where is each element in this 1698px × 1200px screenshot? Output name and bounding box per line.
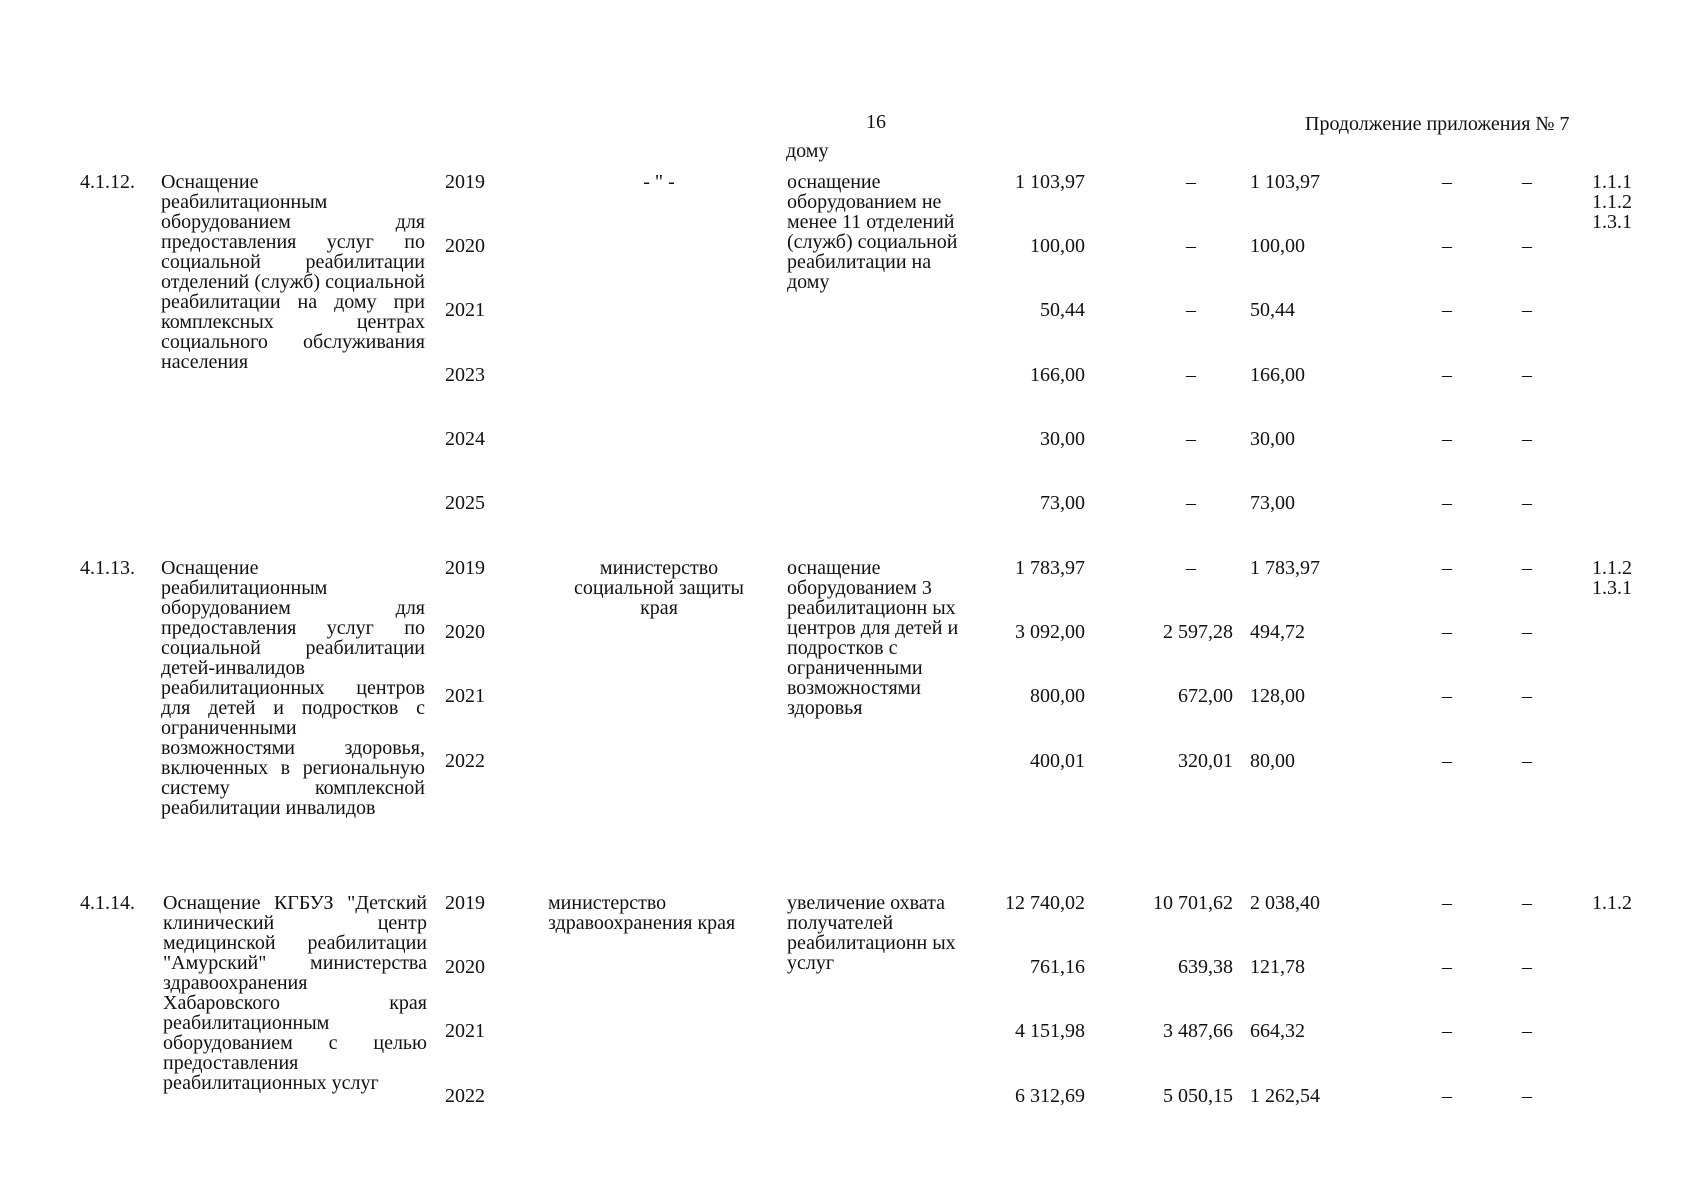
federal-cell: 320,01 (1178, 750, 1233, 772)
total-cell: 400,01 (1030, 750, 1085, 772)
federal-cell: 639,38 (1178, 956, 1233, 978)
municipal-cell: – (1442, 557, 1452, 579)
total-cell: 800,00 (1030, 685, 1085, 707)
total-cell: 73,00 (1040, 492, 1085, 514)
municipal-cell: – (1442, 621, 1452, 643)
continuation-label: Продолжение приложения № 7 (1305, 113, 1570, 135)
federal-cell: – (1186, 492, 1196, 514)
municipal-cell: – (1442, 956, 1452, 978)
municipal-cell: – (1442, 685, 1452, 707)
other-cell: – (1522, 1020, 1532, 1042)
year-cell: 2024 (445, 428, 485, 450)
expected-result: увеличение охвата получателей реабилитационн ых услуг (787, 892, 956, 974)
total-cell: 1 103,97 (1015, 171, 1085, 193)
regional-cell: 1 262,54 (1250, 1085, 1320, 1107)
total-cell: 4 151,98 (1015, 1020, 1085, 1042)
regional-cell: 128,00 (1250, 685, 1305, 707)
federal-cell: 10 701,62 (1153, 892, 1233, 914)
municipal-cell: – (1442, 892, 1452, 914)
other-cell: – (1522, 1085, 1532, 1107)
other-cell: – (1522, 299, 1532, 321)
regional-cell: 50,44 (1250, 299, 1295, 321)
total-cell: 166,00 (1030, 364, 1085, 386)
municipal-cell: – (1442, 1020, 1452, 1042)
other-cell: – (1522, 956, 1532, 978)
year-cell: 2023 (445, 364, 485, 386)
regional-cell: 121,78 (1250, 956, 1305, 978)
year-cell: 2019 (445, 892, 485, 914)
regional-cell: 30,00 (1250, 428, 1295, 450)
year-cell: 2020 (445, 956, 485, 978)
item-title: Оснащение реабилитационным оборудованием для предоставления услуг по социальной реабилитации отделений (служб) социальной реабилитации на дому при комплексных центрах социального обслуживания населения (161, 171, 425, 373)
other-cell: – (1522, 364, 1532, 386)
federal-cell: – (1186, 171, 1196, 193)
other-cell: – (1522, 235, 1532, 257)
regional-cell: 2 038,40 (1250, 892, 1320, 914)
total-cell: 3 092,00 (1015, 621, 1085, 643)
item-code: 4.1.12. (80, 171, 135, 193)
other-cell: – (1522, 750, 1532, 772)
federal-cell: 2 597,28 (1163, 621, 1233, 643)
municipal-cell: – (1442, 1085, 1452, 1107)
federal-cell: 3 487,66 (1163, 1020, 1233, 1042)
total-cell: 30,00 (1040, 428, 1085, 450)
total-cell: 6 312,69 (1015, 1085, 1085, 1107)
municipal-cell: – (1442, 428, 1452, 450)
indicator-links: 1.1.2 (1592, 892, 1632, 914)
regional-cell: 100,00 (1250, 235, 1305, 257)
regional-cell: 1 103,97 (1250, 171, 1320, 193)
executor: - " - (643, 171, 675, 193)
total-cell: 100,00 (1030, 235, 1085, 257)
municipal-cell: – (1442, 171, 1452, 193)
total-cell: 50,44 (1040, 299, 1085, 321)
regional-cell: 73,00 (1250, 492, 1295, 514)
federal-cell: 5 050,15 (1163, 1085, 1233, 1107)
previous-row-tail: дому (786, 140, 829, 162)
federal-cell: 672,00 (1178, 685, 1233, 707)
indicator-links: 1.1.2 1.3.1 (1592, 557, 1632, 599)
total-cell: 1 783,97 (1015, 557, 1085, 579)
year-cell: 2019 (445, 557, 485, 579)
year-cell: 2020 (445, 235, 485, 257)
total-cell: 761,16 (1030, 956, 1085, 978)
regional-cell: 664,32 (1250, 1020, 1305, 1042)
year-cell: 2021 (445, 685, 485, 707)
regional-cell: 166,00 (1250, 364, 1305, 386)
municipal-cell: – (1442, 750, 1452, 772)
indicator-links: 1.1.1 1.1.2 1.3.1 (1592, 171, 1632, 233)
executor: министерство здравоохранения края (548, 892, 736, 934)
federal-cell: – (1186, 428, 1196, 450)
year-cell: 2022 (445, 750, 485, 772)
regional-cell: 494,72 (1250, 621, 1305, 643)
year-cell: 2021 (445, 299, 485, 321)
page-number: 16 (866, 111, 886, 133)
expected-result: оснащение оборудованием 3 реабилитационн ых центров для детей и подростков с ограниченными возможностями здоровья (787, 557, 959, 719)
item-title: Оснащение реабилитационным оборудованием для предоставления услуг по социальной реабилитации детей-инвалидов реабилитационных центров для детей и подростков с ограниченными возможностями здоровья, включенных в региональную систему комплексной реабилитации инвалидов (161, 557, 425, 819)
year-cell: 2020 (445, 621, 485, 643)
year-cell: 2019 (445, 171, 485, 193)
federal-cell: – (1186, 299, 1196, 321)
item-code: 4.1.14. (80, 892, 135, 914)
other-cell: – (1522, 171, 1532, 193)
expected-result: оснащение оборудованием не менее 11 отделений (служб) социальной реабилитации на дому (787, 171, 958, 293)
other-cell: – (1522, 685, 1532, 707)
other-cell: – (1522, 492, 1532, 514)
federal-cell: – (1186, 557, 1196, 579)
year-cell: 2025 (445, 492, 485, 514)
item-title: Оснащение КГБУЗ "Детский клинический центр медицинской реабилитации "Амурский" министерства здравоохранения Хабаровского края реабилитационным оборудованием с целью предоставления реабилитационных услуг (163, 892, 427, 1094)
regional-cell: 1 783,97 (1250, 557, 1320, 579)
federal-cell: – (1186, 364, 1196, 386)
executor: министерство социальной защиты края (574, 557, 744, 619)
federal-cell: – (1186, 235, 1196, 257)
regional-cell: 80,00 (1250, 750, 1295, 772)
municipal-cell: – (1442, 235, 1452, 257)
year-cell: 2022 (445, 1085, 485, 1107)
total-cell: 12 740,02 (1005, 892, 1085, 914)
item-code: 4.1.13. (80, 557, 135, 579)
other-cell: – (1522, 892, 1532, 914)
other-cell: – (1522, 621, 1532, 643)
other-cell: – (1522, 557, 1532, 579)
other-cell: – (1522, 428, 1532, 450)
municipal-cell: – (1442, 299, 1452, 321)
year-cell: 2021 (445, 1020, 485, 1042)
municipal-cell: – (1442, 492, 1452, 514)
municipal-cell: – (1442, 364, 1452, 386)
